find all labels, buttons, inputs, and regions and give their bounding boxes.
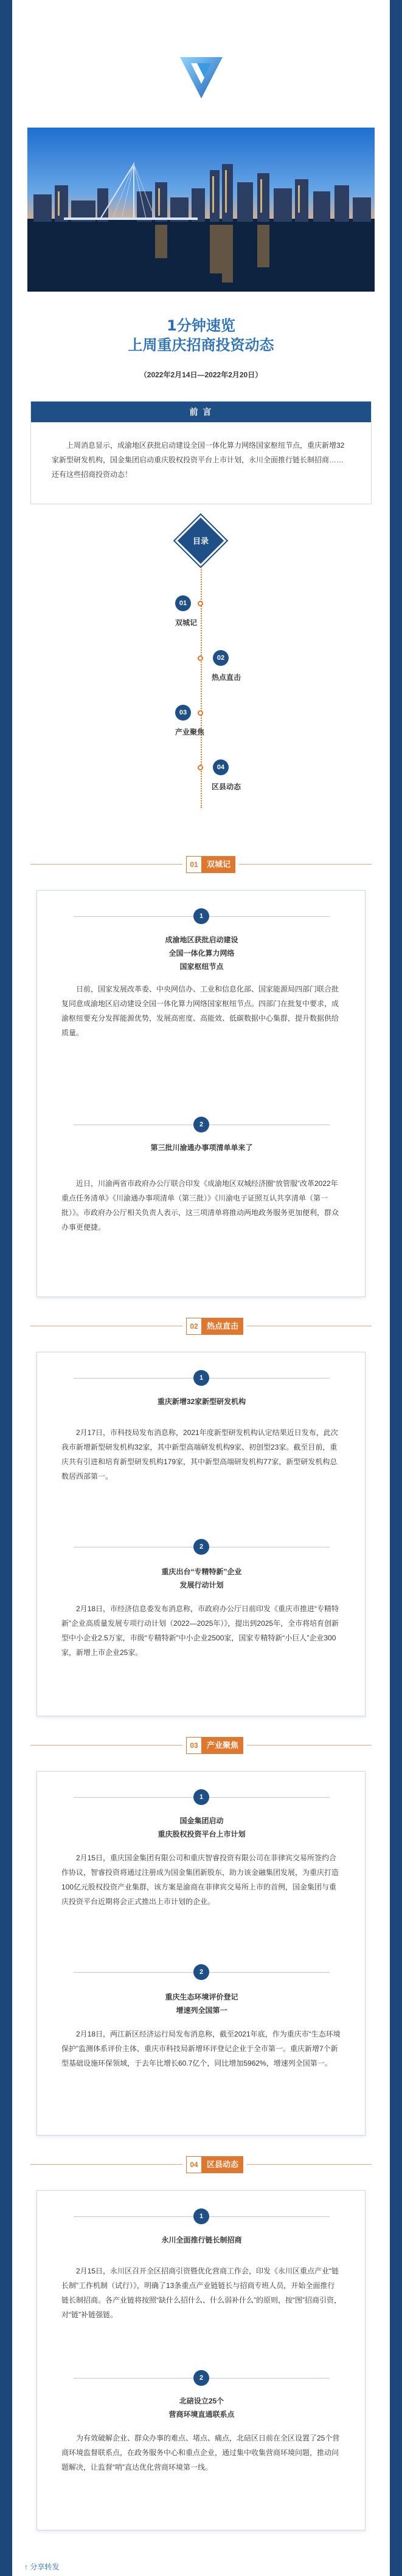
page [12, 0, 390, 2576]
item-title: 国金集团启动 重庆股权投资平台上市计划 [158, 1817, 246, 1838]
section-number: 03 [186, 1737, 202, 1754]
item-number: 2 [193, 1539, 209, 1555]
hero-image-city-skyline [27, 128, 375, 292]
section-card-02 [36, 1352, 366, 1716]
toc-item-1[interactable] [175, 595, 198, 627]
preface-card [30, 401, 372, 504]
item-number: 1 [193, 2208, 209, 2224]
table-of-contents [12, 522, 390, 832]
timeline-dot-icon [198, 710, 203, 716]
toc-item-3[interactable] [175, 705, 205, 736]
toc-label: 目录 [192, 536, 209, 546]
page-title-line1: 1分钟速览 [167, 317, 235, 334]
item-body: 2月15日，重庆国金集团有限公司和重庆智睿投资有限公司在菲律宾交易所签约合作协议，智睿投资将通过注册成为国金集团新股东，助力该金融集团发展，为重庆打造100亿元股权投资产业集群，该方案是渝商在菲律宾交易所上市的首例，国金集团与重庆投资平台近期将会正式推出上市计划的企业。 [61, 1854, 339, 1906]
section-header-04 [30, 2154, 372, 2176]
toc-item-4[interactable] [204, 759, 241, 791]
item-body: 2月17日，市科技局发布消息称，2021年度新型研发机构认定结果近日发布，此次我市新增新型研发机构32家，其中新型高端研发机构9家、初创型23家。截至目前，重庆共有引进和培育新型研发机构179家，其中新型高端研发机构77家，新型研发机构总数居西部第一。 [61, 1428, 338, 1481]
brand-logo-icon [174, 49, 229, 103]
item-title: 重庆新增32家新型研发机构 [157, 1397, 246, 1406]
section-title: 双城记 [202, 856, 235, 873]
toc-item-label: 热点直击 [212, 673, 241, 682]
toc-item-label: 双城记 [175, 618, 198, 627]
share-link[interactable]: ↑ 分享转发 [24, 2563, 60, 2571]
section-header-01 [30, 854, 372, 875]
section-card-01 [36, 890, 366, 1297]
toc-item-number: 02 [213, 650, 229, 666]
title-block [12, 316, 390, 380]
section-title: 热点直击 [202, 1318, 243, 1335]
preface-text: 上周消息显示，成渝地区获批启动建设全国一体化算力网络国家枢纽节点，重庆新增32家新型研发机构，国金集团启动重庆股权投资平台上市计划，永川全面推行链长制招商……还有这些招商投资动态！ [52, 441, 345, 479]
section-number: 02 [186, 1318, 202, 1335]
date-range: （2022年2月14日—2022年2月20日） [139, 371, 263, 379]
item-number: 2 [193, 1964, 209, 1980]
section-number: 01 [186, 856, 202, 873]
item-title: 重庆生态环境评价登记 增速列全国第一 [165, 1993, 238, 2015]
item-number: 2 [193, 2370, 209, 2386]
toc-item-number: 04 [213, 759, 229, 775]
item-title: 重庆出台“专精特新”企业 发展行动计划 [161, 1567, 242, 1589]
item-number: 2 [193, 1117, 209, 1132]
item-body: 近日，川渝两省市政府办公厅联合印发《成渝地区双城经济圈“放管服”改革2022年重点任务清单》《川渝通办事项清单（第三批）》《川渝电子证照互认共享清单（第一批）》。市政府办公厅相关负责人表示，这三项清单将推动两地政务服务更加便利，群众办事更便捷。 [61, 1179, 339, 1231]
item-body: 2月18日，两江新区经济运行局发布消息称，截至2021年底，作为重庆市“生态环境保护”监测体系评价主体，重庆市科技局新增环评登记企业于全市第一。重庆新增7个新型基础设施环保领域，于去年比增长60.7亿个，同比增加5962%，增速列全国第一。 [61, 2030, 341, 2067]
section-card-04 [36, 2190, 366, 2530]
toc-item-number: 03 [175, 705, 191, 721]
section-header-02 [30, 1315, 372, 1337]
section-title: 区县动态 [202, 2156, 243, 2173]
section-title: 产业聚焦 [202, 1737, 243, 1754]
toc-item-number: 01 [175, 595, 191, 611]
preface-heading: 前 言 [31, 402, 371, 422]
section-number: 04 [186, 2156, 202, 2173]
page-title-line2: 上周重庆招商投资动态 [128, 337, 274, 354]
item-number: 1 [193, 1789, 209, 1805]
item-title: 成渝地区获批启动建设 全国一体化算力网络 国家枢纽节点 [165, 936, 238, 971]
timeline-dot-icon [198, 656, 203, 661]
toc-item-label: 区县动态 [212, 783, 241, 791]
item-number: 1 [193, 908, 209, 924]
toc-item-2[interactable] [204, 650, 241, 682]
item-title: 北碚设立25个 营商环境直通联系点 [168, 2397, 235, 2419]
item-body: 日前，国家发展改革委、中央网信办、工业和信息化部、国家能源局四部门联合批复同意成渝地区启动建设全国一体化算力网络国家枢纽节点。四部门在批复中要求，成渝枢纽要充分发挥能源优势，发展高密度、高能效、低碳数据中心集群，提升数据供给质量。 [61, 985, 339, 1037]
toc-item-label: 产业聚焦 [175, 728, 205, 736]
item-body: 2月15日，永川区召开全区招商引资暨优化营商工作会，印发《永川区重点产业“链长制”工作机制（试行）》，明确了13条重点产业链链长与招商专班人员，开始全面推行链长制招商。各产业链将按照“缺什么招什么、什么弱补什么”的原则，按“图”招商引资，对“链”补链强链。 [61, 2267, 341, 2319]
item-title: 第三批川渝通办事项清单单来了 [150, 1143, 253, 1152]
item-body: 2月18日，市经济信息委发布消息称，市政府办公厅日前印发《重庆市推进“专精特新”企业高质量发展专项行动计划（2022—2025年）》，提出到2025年，全市将培育创新型中小企业2.5万家，市级“专精特新”中小企业2500家，国家专精特新“小巨人”企业300家，新增上市企业25家。 [61, 1605, 339, 1657]
item-title: 永川全面推行链长制招商 [161, 2236, 242, 2244]
section-header-03 [30, 1735, 372, 1756]
item-body: 为有效破解企业、群众办事的难点、堵点、痛点，北碚区日前在全区设置了25个营商环境监督联系点，在政务服务中心和重点企业，通过集中收集营商环境问题，推动问题解决，让监督“哨”直达优化营商环境第一线。 [61, 2434, 340, 2472]
item-number: 1 [193, 1370, 209, 1386]
logo [12, 49, 390, 103]
section-card-03 [36, 1771, 366, 2136]
timeline-dot-icon [198, 765, 203, 770]
timeline-dot-icon [198, 601, 203, 606]
